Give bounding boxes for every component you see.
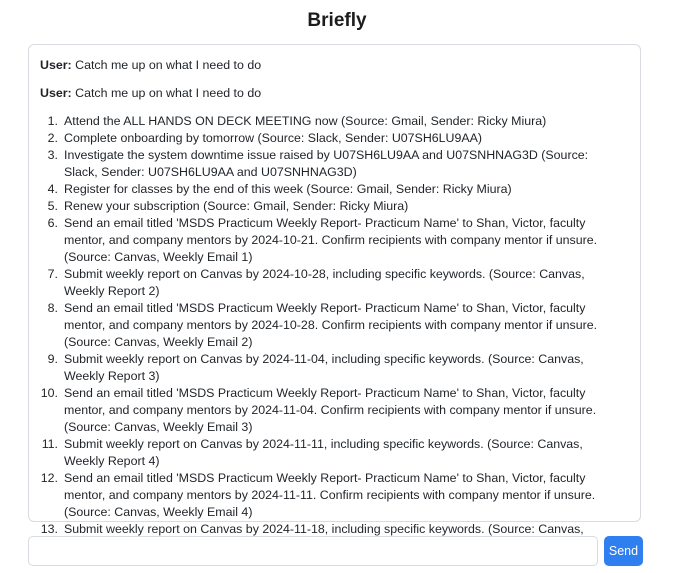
- message-text: Catch me up on what I need to do: [71, 86, 262, 100]
- task-number: 7.: [47, 267, 58, 281]
- speaker-label: User:: [40, 58, 72, 72]
- task-item: [40, 470, 628, 521]
- message-text: Catch me up on what I need to do: [71, 58, 262, 72]
- task-item: [40, 147, 628, 181]
- task-number: 8.: [47, 301, 58, 315]
- message-input[interactable]: [28, 536, 598, 566]
- task-item: [40, 300, 628, 351]
- task-text: Send an email titled 'MSDS Practicum Weekly Report- Practicum Name' to Shan, Victor, faculty mentor, and company mentors by 2024-10-21. Confirm recipients with company mentor if unsure. (Source: Canvas, Weekly Email 1): [64, 216, 598, 264]
- task-number: 12.: [40, 471, 58, 485]
- chat-scroll-area[interactable]: [29, 45, 640, 536]
- task-text: Register for classes by the end of this week (Source: Gmail, Sender: Ricky Miura): [64, 182, 512, 196]
- task-item: [40, 215, 628, 266]
- task-number: 10.: [40, 386, 58, 400]
- task-text: Submit weekly report on Canvas by 2024-10-28, including specific keywords. (Source: Canvas, Weekly Report 2): [64, 267, 585, 298]
- user-message: [40, 85, 628, 102]
- app-title: Briefly: [307, 10, 367, 31]
- task-number: 6.: [47, 216, 58, 230]
- task-number: 9.: [47, 352, 58, 366]
- task-text: Submit weekly report on Canvas by 2024-11-18, including specific keywords. (Source: Canvas,: [64, 522, 584, 536]
- task-text: Investigate the system downtime issue raised by U07SH6LU9AA and U07SNHNAG3D (Source: Slack, Sender: U07SH6LU9AA and U07SNHNAG3D): [64, 148, 589, 179]
- task-number: 3.: [47, 148, 58, 162]
- chat-panel[interactable]: [28, 44, 641, 536]
- task-number: 5.: [47, 199, 58, 213]
- task-number: 4.: [47, 182, 58, 196]
- task-text: Submit weekly report on Canvas by 2024-11-04, including specific keywords. (Source: Canvas, Weekly Report 3): [64, 352, 584, 383]
- task-item: [40, 436, 628, 470]
- send-button[interactable]: Send: [604, 536, 643, 566]
- task-item: [40, 113, 628, 130]
- task-text: Send an email titled 'MSDS Practicum Weekly Report- Practicum Name' to Shan, Victor, faculty mentor, and company mentors by 2024-11-11. Confirm recipients with company mentor if unsure. (Source: Canvas, Weekly Email 4): [64, 471, 596, 519]
- task-text: Complete onboarding by tomorrow (Source: Slack, Sender: U07SH6LU9AA): [64, 131, 483, 145]
- task-text: Send an email titled 'MSDS Practicum Weekly Report- Practicum Name' to Shan, Victor, faculty mentor, and company mentors by 2024-10-28. Confirm recipients with company mentor if unsure. (Source: Canvas, Weekly Email 2): [64, 301, 598, 349]
- task-item: [40, 181, 628, 198]
- task-text: Send an email titled 'MSDS Practicum Weekly Report- Practicum Name' to Shan, Victor, faculty mentor, and company mentors by 2024-11-04. Confirm recipients with company mentor if unsure. (Source: Canvas, Weekly Email 3): [64, 386, 597, 434]
- task-list: [40, 113, 628, 555]
- task-text: Renew your subscription (Source: Gmail, Sender: Ricky Miura): [64, 199, 409, 213]
- task-item: [40, 198, 628, 215]
- task-text: Submit weekly report on Canvas by 2024-11-11, including specific keywords. (Source: Canvas, Weekly Report 4): [64, 437, 583, 468]
- task-item: [40, 351, 628, 385]
- task-number: 2.: [47, 131, 58, 145]
- task-text: Attend the ALL HANDS ON DECK MEETING now (Source: Gmail, Sender: Ricky Miura): [64, 114, 547, 128]
- task-number: 13.: [40, 522, 58, 536]
- task-item: [40, 130, 628, 147]
- task-number: 11.: [41, 437, 58, 451]
- task-item: [40, 266, 628, 300]
- speaker-label: User:: [40, 86, 72, 100]
- task-item: [40, 385, 628, 436]
- task-number: 1.: [47, 114, 58, 128]
- user-message: [40, 57, 628, 74]
